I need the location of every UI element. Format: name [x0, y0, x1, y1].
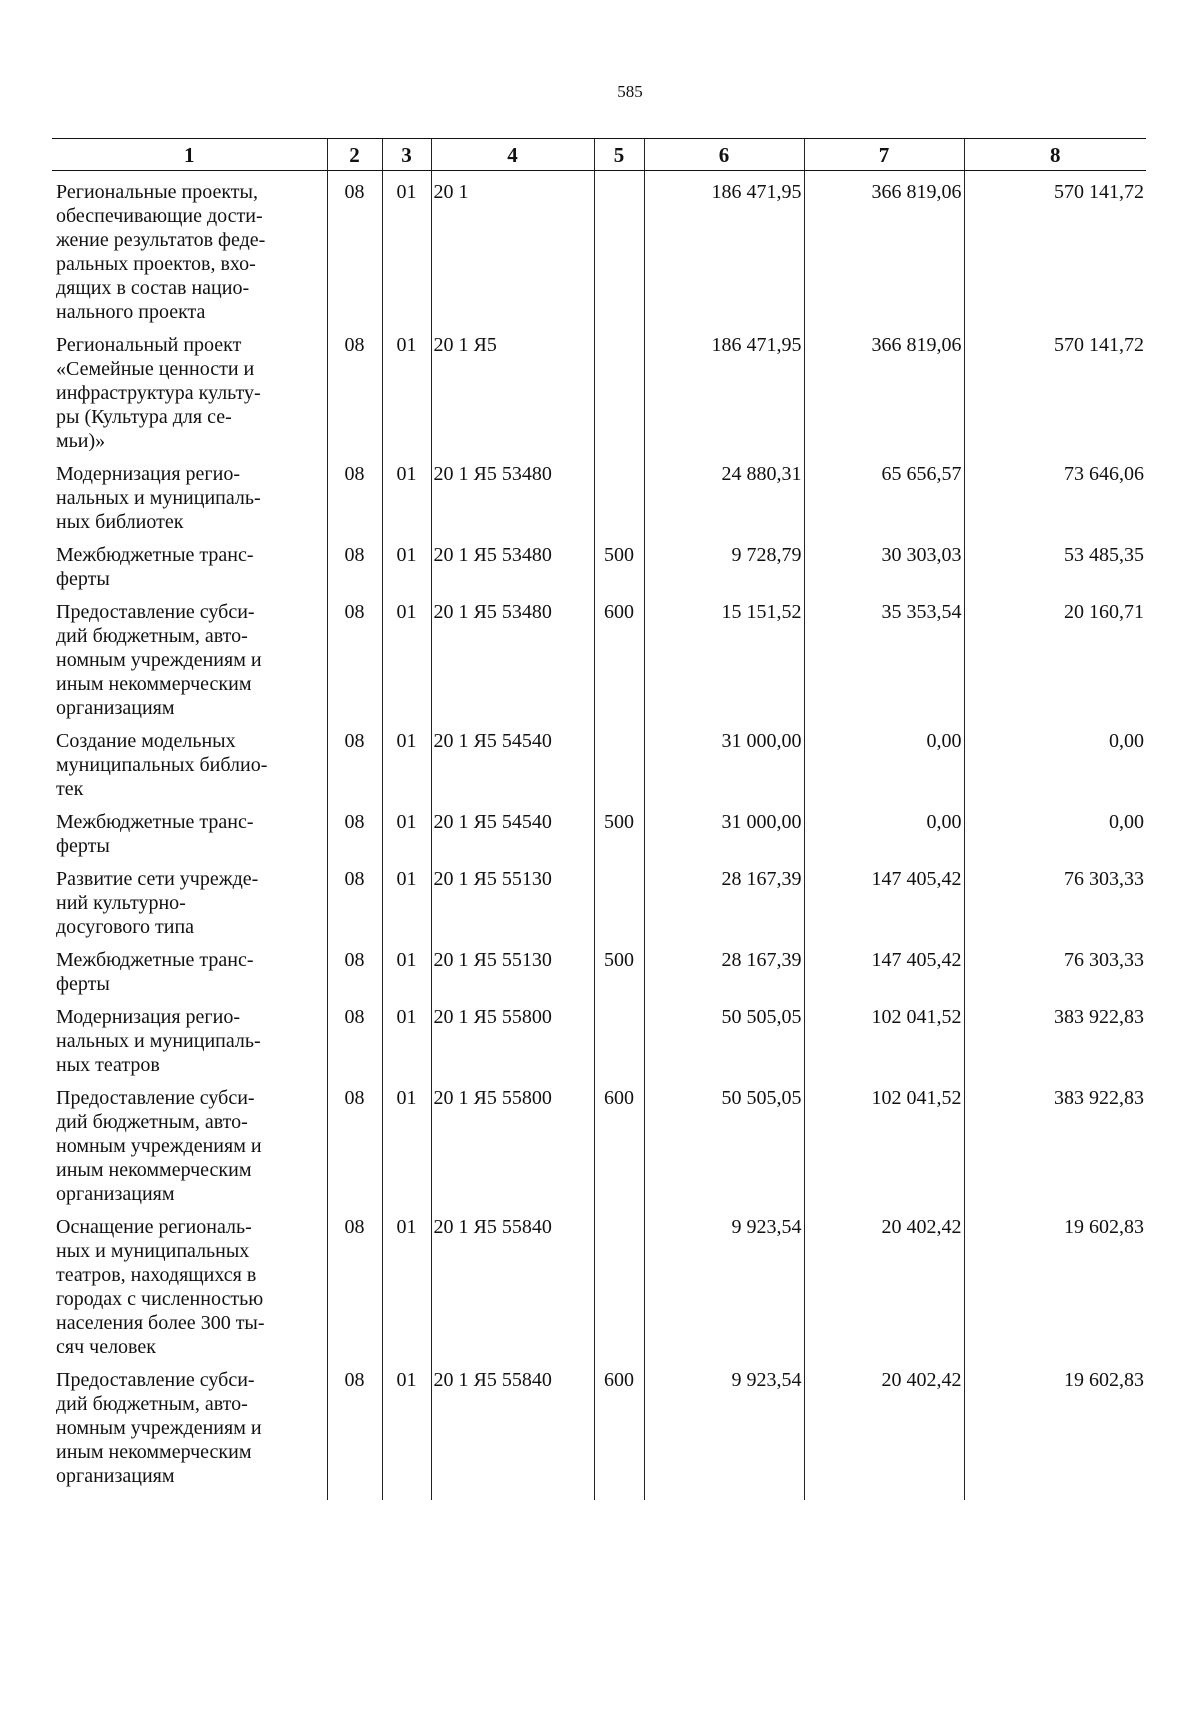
- target-article-code: 20 1 Я5 55800: [431, 996, 594, 1077]
- table-row: [52, 534, 1146, 591]
- target-article-code: 20 1 Я5: [431, 324, 594, 453]
- section-code: 08: [327, 996, 382, 1077]
- header-col-1: 1: [52, 139, 327, 171]
- amount-col-7: 0,00: [804, 720, 964, 801]
- amount-col-7: 30 303,03: [804, 534, 964, 591]
- table-row: [52, 591, 1146, 720]
- section-code: 08: [327, 324, 382, 453]
- expense-item-name: Оснащение региональ- ных и муниципальных театров, находящихся в городах с численностью населения более 300 ты- сяч человек: [56, 1216, 265, 1358]
- target-article-code: 20 1 Я5 53480: [431, 534, 594, 591]
- expense-type-code: [594, 324, 644, 453]
- amount-col-7: 0,00: [804, 801, 964, 858]
- amount-col-6: 9 728,79: [644, 534, 804, 591]
- subsection-code: 01: [382, 534, 431, 591]
- amount-col-6: 24 880,31: [644, 453, 804, 534]
- expense-type-code: 600: [594, 1077, 644, 1206]
- target-article-code: 20 1 Я5 55130: [431, 939, 594, 996]
- table-row: [52, 1077, 1146, 1206]
- table-row: [52, 996, 1146, 1077]
- expense-item-name: Межбюджетные транс- ферты: [56, 949, 254, 995]
- amount-col-7: 35 353,54: [804, 591, 964, 720]
- expense-type-code: [594, 453, 644, 534]
- table-row: [52, 453, 1146, 534]
- amount-col-7: 366 819,06: [804, 171, 964, 325]
- subsection-code: 01: [382, 1359, 431, 1500]
- amount-col-8: 383 922,83: [964, 1077, 1146, 1206]
- expense-item-name: Создание модельных муниципальных библио- тек: [56, 730, 268, 800]
- subsection-code: 01: [382, 324, 431, 453]
- table-row: [52, 1206, 1146, 1359]
- header-col-6: 6: [644, 139, 804, 171]
- subsection-code: 01: [382, 1077, 431, 1206]
- target-article-code: 20 1 Я5 55840: [431, 1206, 594, 1359]
- amount-col-8: 53 485,35: [964, 534, 1146, 591]
- table-row: [52, 1359, 1146, 1500]
- expense-type-code: [594, 858, 644, 939]
- amount-col-6: 31 000,00: [644, 801, 804, 858]
- section-code: 08: [327, 939, 382, 996]
- section-code: 08: [327, 1206, 382, 1359]
- subsection-code: 01: [382, 801, 431, 858]
- amount-col-6: 9 923,54: [644, 1206, 804, 1359]
- section-code: 08: [327, 591, 382, 720]
- amount-col-8: 570 141,72: [964, 171, 1146, 325]
- amount-col-7: 102 041,52: [804, 1077, 964, 1206]
- amount-col-8: 73 646,06: [964, 453, 1146, 534]
- amount-col-6: 31 000,00: [644, 720, 804, 801]
- amount-col-8: 0,00: [964, 720, 1146, 801]
- amount-col-7: 20 402,42: [804, 1206, 964, 1359]
- amount-col-7: 65 656,57: [804, 453, 964, 534]
- section-code: 08: [327, 720, 382, 801]
- expense-item-name: Модернизация регио- нальных и муниципаль- ных библиотек: [56, 463, 261, 533]
- subsection-code: 01: [382, 453, 431, 534]
- expense-item-name: Предоставление субси- дий бюджетным, авто- номным учреждениям и иным некоммерческим организациям: [56, 601, 262, 719]
- expense-item-name: Предоставление субси- дий бюджетным, авто- номным учреждениям и иным некоммерческим организациям: [56, 1369, 262, 1487]
- expense-item-name: Развитие сети учрежде- ний культурно- досугового типа: [56, 868, 259, 938]
- amount-col-6: 28 167,39: [644, 858, 804, 939]
- section-code: 08: [327, 453, 382, 534]
- target-article-code: 20 1 Я5 53480: [431, 591, 594, 720]
- amount-col-7: 366 819,06: [804, 324, 964, 453]
- section-code: 08: [327, 801, 382, 858]
- subsection-code: 01: [382, 939, 431, 996]
- header-col-7: 7: [804, 139, 964, 171]
- subsection-code: 01: [382, 720, 431, 801]
- target-article-code: 20 1 Я5 55800: [431, 1077, 594, 1206]
- header-col-2: 2: [327, 139, 382, 171]
- amount-col-6: 186 471,95: [644, 171, 804, 325]
- section-code: 08: [327, 534, 382, 591]
- subsection-code: 01: [382, 996, 431, 1077]
- amount-col-8: 383 922,83: [964, 996, 1146, 1077]
- page-number: 585: [617, 82, 643, 101]
- budget-table-container: [52, 138, 1146, 1500]
- expense-item-name: Межбюджетные транс- ферты: [56, 811, 254, 857]
- amount-col-6: 186 471,95: [644, 324, 804, 453]
- amount-col-8: 76 303,33: [964, 939, 1146, 996]
- section-code: 08: [327, 858, 382, 939]
- amount-col-6: 50 505,05: [644, 1077, 804, 1206]
- amount-col-8: 76 303,33: [964, 858, 1146, 939]
- amount-col-7: 102 041,52: [804, 996, 964, 1077]
- expense-type-code: 600: [594, 591, 644, 720]
- amount-col-8: 19 602,83: [964, 1206, 1146, 1359]
- expense-type-code: 500: [594, 939, 644, 996]
- amount-col-7: 20 402,42: [804, 1359, 964, 1500]
- expense-type-code: [594, 996, 644, 1077]
- amount-col-8: 19 602,83: [964, 1359, 1146, 1500]
- subsection-code: 01: [382, 1206, 431, 1359]
- expense-type-code: [594, 1206, 644, 1359]
- target-article-code: 20 1: [431, 171, 594, 325]
- expense-item-name: Предоставление субси- дий бюджетным, авто- номным учреждениям и иным некоммерческим организациям: [56, 1087, 262, 1205]
- expense-type-code: 500: [594, 801, 644, 858]
- header-col-4: 4: [431, 139, 594, 171]
- subsection-code: 01: [382, 171, 431, 325]
- amount-col-6: 15 151,52: [644, 591, 804, 720]
- target-article-code: 20 1 Я5 54540: [431, 720, 594, 801]
- amount-col-7: 147 405,42: [804, 858, 964, 939]
- table-row: [52, 324, 1146, 453]
- target-article-code: 20 1 Я5 53480: [431, 453, 594, 534]
- subsection-code: 01: [382, 858, 431, 939]
- amount-col-6: 9 923,54: [644, 1359, 804, 1500]
- table-row: [52, 801, 1146, 858]
- amount-col-7: 147 405,42: [804, 939, 964, 996]
- expense-item-name: Межбюджетные транс- ферты: [56, 544, 254, 590]
- table-row: [52, 939, 1146, 996]
- header-col-8: 8: [964, 139, 1146, 171]
- subsection-code: 01: [382, 591, 431, 720]
- amount-col-6: 28 167,39: [644, 939, 804, 996]
- header-col-5: 5: [594, 139, 644, 171]
- expense-type-code: [594, 171, 644, 325]
- amount-col-8: 570 141,72: [964, 324, 1146, 453]
- target-article-code: 20 1 Я5 55840: [431, 1359, 594, 1500]
- table-row: [52, 858, 1146, 939]
- header-col-3: 3: [382, 139, 431, 171]
- amount-col-8: 20 160,71: [964, 591, 1146, 720]
- target-article-code: 20 1 Я5 54540: [431, 801, 594, 858]
- table-row: [52, 171, 1146, 325]
- expense-type-code: [594, 720, 644, 801]
- section-code: 08: [327, 1359, 382, 1500]
- table-row: [52, 720, 1146, 801]
- amount-col-8: 0,00: [964, 801, 1146, 858]
- header-row: [52, 139, 1146, 171]
- section-code: 08: [327, 1077, 382, 1206]
- amount-col-6: 50 505,05: [644, 996, 804, 1077]
- table-body: [52, 171, 1146, 1501]
- target-article-code: 20 1 Я5 55130: [431, 858, 594, 939]
- budget-table: [52, 138, 1146, 1500]
- expense-type-code: 600: [594, 1359, 644, 1500]
- expense-item-name: Модернизация регио- нальных и муниципаль- ных театров: [56, 1006, 261, 1076]
- expense-item-name: Региональный проект «Семейные ценности и инфраструктура культу- ры (Культура для се- мьи)»: [56, 334, 261, 452]
- section-code: 08: [327, 171, 382, 325]
- expense-item-name: Региональные проекты, обеспечивающие дости- жение результатов феде- ральных проектов, вхо- дящих в состав нацио- нального проекта: [56, 181, 266, 323]
- expense-type-code: 500: [594, 534, 644, 591]
- table-header: [52, 139, 1146, 171]
